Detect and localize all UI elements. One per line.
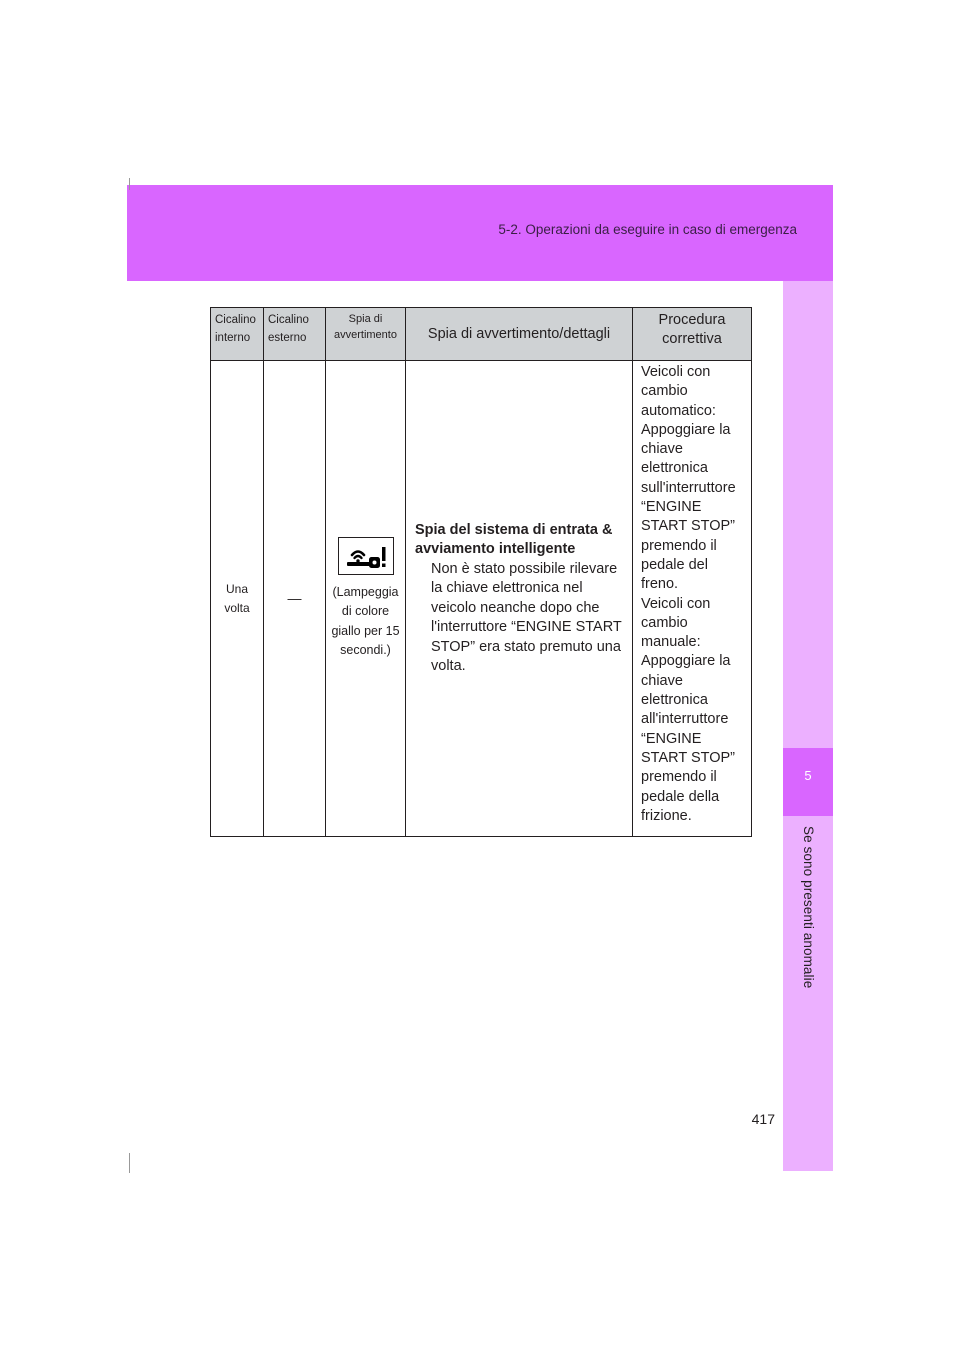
crop-mark: [129, 178, 130, 190]
details-body: Non è stato possibile rilevare la chiave elettronica nel veicolo neanche dopo che l'interruttore “ENGINE START STOP” era stato premuto una volta.: [431, 560, 622, 674]
procedure-automatic-heading: Veicoli con cambio automatico:: [641, 364, 716, 419]
smart-key-warning-icon: [338, 537, 394, 575]
warning-light-cell: [326, 361, 406, 837]
internal-buzzer-value: Una volta: [224, 581, 250, 615]
external-buzzer-cell: [264, 361, 326, 837]
header-procedure: Procedura correttiva: [633, 308, 752, 361]
procedure-cell: [633, 361, 752, 837]
page-number: 417: [751, 1111, 775, 1127]
section-header-band: [127, 185, 833, 281]
warning-lights-table: [210, 307, 752, 837]
procedure-manual-heading: Veicoli con cambio manuale:: [641, 595, 711, 651]
details-cell: [406, 361, 633, 837]
chapter-side-tab: [783, 281, 833, 1171]
header-external-buzzer: Cicalino esterno: [264, 308, 326, 361]
crop-mark: [129, 1153, 130, 1173]
table-header-row: [211, 308, 752, 361]
chapter-title: Se sono presenti anomalie: [801, 826, 816, 989]
header-internal-buzzer: Cicalino interno: [211, 308, 264, 361]
details-title: Spia del sistema di entrata & avviamento intelligente: [415, 521, 613, 557]
section-title: 5-2. Operazioni da eseguire in caso di emergenza: [498, 222, 797, 237]
smart-key-warning-icon-graphic: [343, 543, 389, 569]
warning-light-note: (Lampeggia di colore giallo per 15 secondi.): [331, 584, 400, 657]
procedure-automatic-text: Appoggiare la chiave elettronica sull'interruttore “ENGINE START STOP” premendo il pedale del freno.: [641, 421, 736, 593]
header-details: Spia di avvertimento/dettagli: [406, 308, 633, 361]
header-warning-light: Spia di avvertimento: [326, 308, 406, 361]
internal-buzzer-cell: [211, 361, 264, 837]
table-row: [211, 361, 752, 837]
procedure-manual-text: Appoggiare la chiave elettronica all'interruttore “ENGINE START STOP” premendo il pedale della frizione.: [641, 653, 736, 824]
external-buzzer-value: —: [287, 589, 302, 606]
chapter-number: 5: [804, 768, 812, 783]
